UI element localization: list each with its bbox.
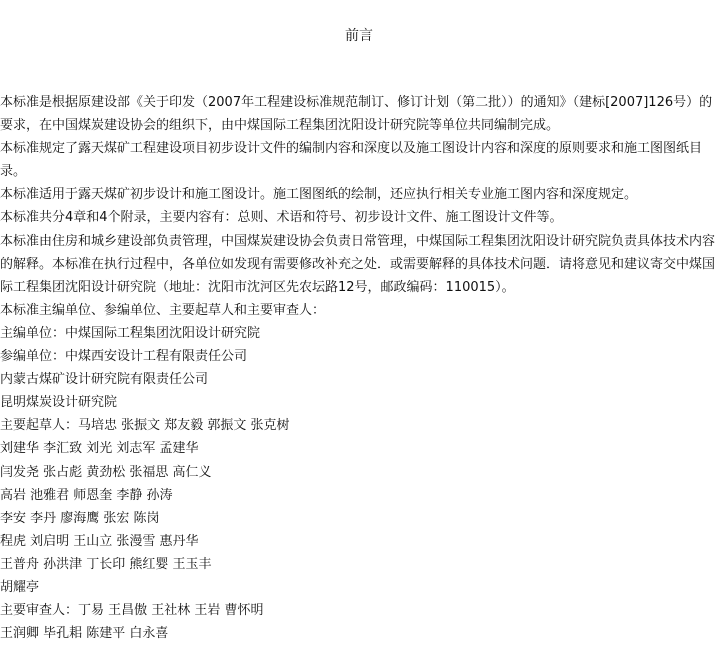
paragraph-structure: 本标准共分4章和4个附录，主要内容有：总则、术语和符号、初步设计文件、施工图设计文件等。: [0, 210, 563, 226]
paragraph-drafters-2: 刘建华 李汇致 刘光 刘志军 孟建华: [0, 441, 199, 457]
paragraph-drafters-6: 程虎 刘启明 王山立 张漫雪 惠丹华: [0, 533, 199, 549]
paragraph-reviewers-1: 主要审查人：丁易 王昌傲 王社林 王岩 曹怀明: [0, 603, 264, 619]
paragraph-participating-unit: 参编单位：中煤西安设计工程有限责任公司: [0, 349, 248, 365]
paragraph-drafters-3: 闫发尧 张占彪 黄劲松 张福思 高仁义: [0, 464, 212, 480]
paragraph-participating-unit-3: 昆明煤炭设计研究院: [0, 395, 118, 411]
paragraph-chief-editor-unit: 主编单位：中煤国际工程集团沈阳设计研究院: [0, 325, 261, 341]
paragraph-reviewers-2: 王润卿 毕孔耜 陈建平 白永喜: [0, 626, 169, 642]
paragraph-contributors-intro: 本标准主编单位、参编单位、主要起草人和主要审查人：: [0, 302, 326, 318]
paragraph-drafters-1: 主要起草人：马培忠 张振文 郑友毅 郭振文 张克树: [0, 418, 290, 434]
document-body: [0, 91, 716, 645]
paragraph-applicability: 本标准适用于露天煤矿初步设计和施工图设计。施工图图纸的绘制，还应执行相关专业施工图内容和深度规定。: [0, 187, 638, 203]
paragraph-drafters-7: 王普舟 孙洪津 丁长印 熊红婴 王玉丰: [0, 556, 212, 572]
paragraph-drafters-8: 胡耀亭: [0, 579, 40, 595]
page-title: 前言: [345, 28, 373, 44]
paragraph-drafters-5: 李安 李丹 廖海鹰 张宏 陈岗: [0, 510, 160, 526]
paragraph-scope-content: 本标准规定了露天煤矿工程建设项目初步设计文件的编制内容和深度以及施工图设计内容和深度的原则要求和施工图图纸目录。: [0, 141, 703, 180]
paragraph-participating-unit-2: 内蒙古煤矿设计研究院有限责任公司: [0, 372, 209, 388]
paragraph-management: 本标准由住房和城乡建设部负责管理，中国煤炭建设协会负责日常管理，中煤国际工程集团沈阳设计研究院负责具体技术内容的解释。本标准在执行过程中，各单位如发现有需要修改补充之处．或需要解释的具体技术问题．请将意见和建议寄交中煤国际工程集团沈阳设计研究院（地址：沈阳市沈河区先农坛路12号，邮政编码：110015）。: [0, 233, 716, 295]
paragraph-basis: 本标准是根据原建设部《关于印发（2007年工程建设标准规范制订、修订计划（第二批））的通知》（建标[2007]126号）的要求，在中国煤炭建设协会的组织下，由中煤国际工程集团沈阳设计研究院等单位共同编制完成。: [0, 95, 713, 134]
paragraph-drafters-4: 高岩 池雅君 师恩奎 李静 孙涛: [0, 487, 173, 503]
